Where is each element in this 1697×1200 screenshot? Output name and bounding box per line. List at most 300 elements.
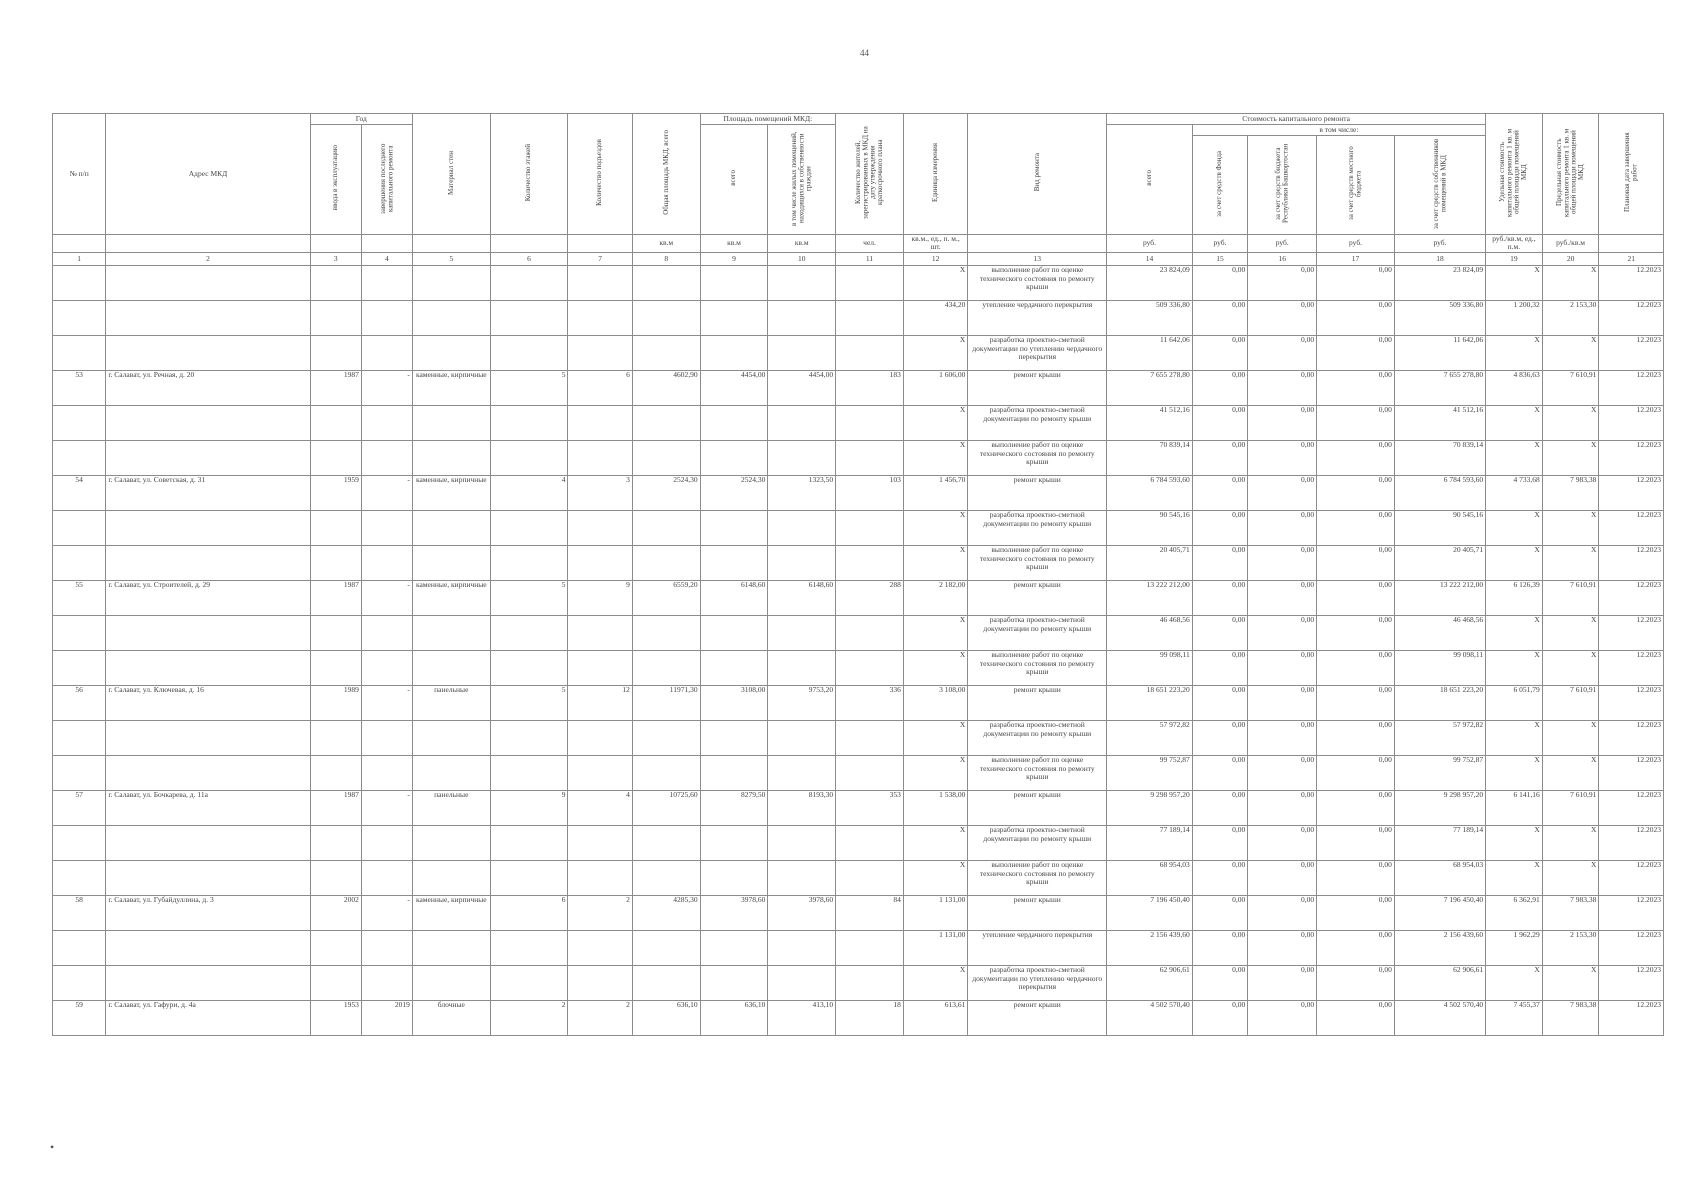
quantity-cell: 1 538,00 [903, 790, 967, 825]
year-commission-cell [310, 860, 361, 895]
capital-repair-table [52, 113, 1664, 1036]
year-commission-cell: 1959 [310, 475, 361, 510]
max-cost-cell: 2 153,30 [1542, 930, 1599, 965]
cost-owners-cell: 90 545,16 [1394, 510, 1485, 545]
table-row [53, 755, 1664, 790]
header-num: № п/п [53, 114, 106, 235]
unit-cell: чел. [836, 234, 904, 252]
entrances-cell [568, 755, 632, 790]
total-area-cell [632, 965, 700, 1000]
table-row [53, 720, 1664, 755]
max-cost-cell: 7 983,38 [1542, 895, 1599, 930]
total-area-cell [632, 510, 700, 545]
row-number-cell: 56 [53, 685, 106, 720]
work-type-cell: выполнение работ по оценке технического состояния по ремонту крыши [968, 545, 1107, 580]
wall-material-cell: каменные, кирпичные [412, 895, 490, 930]
area-residential-cell [768, 930, 836, 965]
row-number-cell [53, 615, 106, 650]
cost-total-cell: 2 156 439,60 [1107, 930, 1193, 965]
cost-fund-cell: 0,00 [1192, 755, 1248, 790]
residents-cell: 353 [836, 790, 904, 825]
area-residential-cell: 413,10 [768, 1000, 836, 1035]
cost-local-cell: 0,00 [1317, 720, 1395, 755]
work-type-cell: выполнение работ по оценке технического состояния по ремонту крыши [968, 440, 1107, 475]
unit-cost-cell: 4 836,63 [1486, 370, 1543, 405]
cost-owners-cell: 57 972,82 [1394, 720, 1485, 755]
address-cell [106, 965, 310, 1000]
column-number-cell: 18 [1394, 252, 1485, 265]
row-number-cell: 58 [53, 895, 106, 930]
address-cell: г. Салават, ул. Гафури, д. 4а [106, 1000, 310, 1035]
year-last-repair-cell [361, 965, 412, 1000]
cost-owners-cell: 7 655 278,80 [1394, 370, 1485, 405]
year-last-repair-cell [361, 300, 412, 335]
cost-fund-cell: 0,00 [1192, 475, 1248, 510]
year-commission-cell [310, 335, 361, 370]
area-residential-cell [768, 545, 836, 580]
residents-cell: 288 [836, 580, 904, 615]
work-type-cell: ремонт крыши [968, 580, 1107, 615]
unit-cost-cell: 7 455,37 [1486, 1000, 1543, 1035]
deadline-cell: 12.2023 [1599, 1000, 1664, 1035]
area-all-cell [700, 440, 768, 475]
quantity-cell: 1 131,00 [903, 895, 967, 930]
unit-cell: кв.м., ед., п. м., шт. [903, 234, 967, 252]
floors-cell [490, 965, 568, 1000]
deadline-cell: 12.2023 [1599, 405, 1664, 440]
deadline-cell: 12.2023 [1599, 860, 1664, 895]
floors-cell: 5 [490, 685, 568, 720]
cost-total-cell: 18 651 223,20 [1107, 685, 1193, 720]
cost-total-cell: 77 189,14 [1107, 825, 1193, 860]
quantity-cell: 1 606,00 [903, 370, 967, 405]
table-row [53, 650, 1664, 685]
cost-owners-cell: 509 336,80 [1394, 300, 1485, 335]
cost-total-cell: 509 336,80 [1107, 300, 1193, 335]
entrances-cell: 4 [568, 790, 632, 825]
unit-cost-cell: 6 362,91 [1486, 895, 1543, 930]
table-row [53, 790, 1664, 825]
cost-local-cell: 0,00 [1317, 370, 1395, 405]
unit-cost-cell: X [1486, 965, 1543, 1000]
wall-material-cell [412, 335, 490, 370]
year-last-repair-cell [361, 930, 412, 965]
unit-cell [968, 234, 1107, 252]
residents-cell [836, 965, 904, 1000]
total-area-cell [632, 545, 700, 580]
header-residents: Количество жителей, зарегистрированных в МКД на дату утверждения краткосрочного плана [836, 114, 904, 235]
entrances-cell: 3 [568, 475, 632, 510]
quantity-cell: X [903, 335, 967, 370]
margin-mark: • [50, 1140, 55, 1154]
address-cell: г. Салават, ул. Бочкарева, д. 11а [106, 790, 310, 825]
cost-fund-cell: 0,00 [1192, 685, 1248, 720]
area-residential-cell: 6148,60 [768, 580, 836, 615]
year-commission-cell: 1989 [310, 685, 361, 720]
header-unit-cost: Удельная стоимость капитального ремонта 1 кв. м общей площади помещений МКД [1486, 114, 1543, 235]
residents-cell: 84 [836, 895, 904, 930]
address-cell [106, 300, 310, 335]
year-commission-cell: 1987 [310, 580, 361, 615]
entrances-cell: 9 [568, 580, 632, 615]
area-all-cell [700, 545, 768, 580]
cost-total-cell: 90 545,16 [1107, 510, 1193, 545]
unit-cost-cell: X [1486, 615, 1543, 650]
header-walls: Материал стен [412, 114, 490, 235]
residents-cell [836, 615, 904, 650]
unit-cell: кв.м [632, 234, 700, 252]
cost-local-cell: 0,00 [1317, 930, 1395, 965]
total-area-cell: 11971,30 [632, 685, 700, 720]
deadline-cell: 12.2023 [1599, 755, 1664, 790]
residents-cell [836, 720, 904, 755]
year-last-repair-cell: - [361, 790, 412, 825]
cost-total-cell: 20 405,71 [1107, 545, 1193, 580]
area-all-cell: 4454,00 [700, 370, 768, 405]
wall-material-cell [412, 510, 490, 545]
floors-cell: 6 [490, 895, 568, 930]
table-row [53, 335, 1664, 370]
entrances-cell [568, 720, 632, 755]
year-last-repair-cell [361, 720, 412, 755]
unit-cell: руб. [1317, 234, 1395, 252]
area-residential-cell [768, 825, 836, 860]
column-numbers-row [53, 252, 1664, 265]
work-type-cell: ремонт крыши [968, 895, 1107, 930]
total-area-cell: 4602,90 [632, 370, 700, 405]
header-cost-budget: за счет средств бюджета Республики Башкортостан [1248, 136, 1317, 235]
year-commission-cell [310, 965, 361, 1000]
year-commission-cell [310, 545, 361, 580]
unit-cost-cell: 6 126,39 [1486, 580, 1543, 615]
cost-owners-cell: 2 156 439,60 [1394, 930, 1485, 965]
header-cost-owners: за счет средств собственников помещений в МКД [1394, 136, 1485, 235]
residents-cell: 103 [836, 475, 904, 510]
entrances-cell: 6 [568, 370, 632, 405]
area-residential-cell [768, 300, 836, 335]
column-number-cell: 8 [632, 252, 700, 265]
year-commission-cell [310, 615, 361, 650]
work-type-cell: разработка проектно-сметной документации по утеплению чердачного перекрытия [968, 965, 1107, 1000]
cost-fund-cell: 0,00 [1192, 545, 1248, 580]
header-year-group: Год [310, 114, 412, 125]
year-commission-cell [310, 755, 361, 790]
total-area-cell [632, 755, 700, 790]
floors-cell [490, 335, 568, 370]
unit-cell: кв.м [700, 234, 768, 252]
page-number: 44 [860, 48, 869, 58]
work-type-cell: выполнение работ по оценке технического состояния по ремонту крыши [968, 650, 1107, 685]
column-number-cell: 15 [1192, 252, 1248, 265]
work-type-cell: ремонт крыши [968, 685, 1107, 720]
cost-total-cell: 70 839,14 [1107, 440, 1193, 475]
area-residential-cell [768, 720, 836, 755]
table-row [53, 265, 1664, 300]
quantity-cell: 613,61 [903, 1000, 967, 1035]
unit-cell [53, 234, 106, 252]
cost-fund-cell: 0,00 [1192, 370, 1248, 405]
address-cell: г. Салават, ул. Советская, д. 31 [106, 475, 310, 510]
cost-budget-cell: 0,00 [1248, 510, 1317, 545]
cost-fund-cell: 0,00 [1192, 650, 1248, 685]
header-year-last-repair: завершения последнего капитального ремонта [361, 125, 412, 235]
header-unit: Единица измерения [903, 114, 967, 235]
cost-owners-cell: 4 502 570,40 [1394, 1000, 1485, 1035]
entrances-cell [568, 440, 632, 475]
cost-total-cell: 41 512,16 [1107, 405, 1193, 440]
max-cost-cell: X [1542, 510, 1599, 545]
cost-local-cell: 0,00 [1317, 895, 1395, 930]
cost-total-cell: 13 222 212,00 [1107, 580, 1193, 615]
max-cost-cell: 7 610,91 [1542, 370, 1599, 405]
floors-cell [490, 930, 568, 965]
wall-material-cell [412, 860, 490, 895]
year-last-repair-cell: - [361, 685, 412, 720]
total-area-cell [632, 335, 700, 370]
total-area-cell: 10725,60 [632, 790, 700, 825]
cost-total-cell: 46 468,56 [1107, 615, 1193, 650]
column-number-cell: 6 [490, 252, 568, 265]
column-number-cell: 3 [310, 252, 361, 265]
area-residential-cell [768, 650, 836, 685]
column-number-cell: 16 [1248, 252, 1317, 265]
cost-owners-cell: 41 512,16 [1394, 405, 1485, 440]
address-cell [106, 825, 310, 860]
cost-budget-cell: 0,00 [1248, 895, 1317, 930]
header-cost-group: Стоимость капитального ремонта [1107, 114, 1486, 125]
deadline-cell: 12.2023 [1599, 930, 1664, 965]
entrances-cell [568, 825, 632, 860]
row-number-cell [53, 965, 106, 1000]
unit-cell [310, 234, 361, 252]
floors-cell: 5 [490, 370, 568, 405]
unit-cell: руб. [1394, 234, 1485, 252]
address-cell: г. Салават, ул. Ключевая, д. 16 [106, 685, 310, 720]
wall-material-cell [412, 615, 490, 650]
column-number-cell: 10 [768, 252, 836, 265]
cost-fund-cell: 0,00 [1192, 1000, 1248, 1035]
cost-budget-cell: 0,00 [1248, 860, 1317, 895]
area-residential-cell [768, 755, 836, 790]
header-cost-total: всего [1107, 125, 1193, 235]
unit-cost-cell: X [1486, 860, 1543, 895]
area-residential-cell: 8193,30 [768, 790, 836, 825]
cost-budget-cell: 0,00 [1248, 685, 1317, 720]
unit-cost-cell: 6 141,16 [1486, 790, 1543, 825]
area-all-cell [700, 265, 768, 300]
deadline-cell: 12.2023 [1599, 335, 1664, 370]
cost-owners-cell: 9 298 957,20 [1394, 790, 1485, 825]
year-commission-cell [310, 720, 361, 755]
cost-budget-cell: 0,00 [1248, 475, 1317, 510]
header-area-group: Площадь помещений МКД: [700, 114, 836, 125]
floors-cell: 4 [490, 475, 568, 510]
table-row [53, 895, 1664, 930]
residents-cell [836, 510, 904, 545]
row-number-cell [53, 755, 106, 790]
cost-local-cell: 0,00 [1317, 650, 1395, 685]
address-cell [106, 265, 310, 300]
address-cell [106, 545, 310, 580]
unit-cost-cell: 1 962,29 [1486, 930, 1543, 965]
entrances-cell: 2 [568, 895, 632, 930]
max-cost-cell: X [1542, 405, 1599, 440]
cost-fund-cell: 0,00 [1192, 335, 1248, 370]
header-total-area: Общая площадь МКД, всего [632, 114, 700, 235]
unit-cell [490, 234, 568, 252]
residents-cell [836, 860, 904, 895]
unit-cost-cell: 1 200,32 [1486, 300, 1543, 335]
work-type-cell: разработка проектно-сметной документации по ремонту крыши [968, 405, 1107, 440]
entrances-cell [568, 335, 632, 370]
area-all-cell [700, 335, 768, 370]
year-last-repair-cell [361, 615, 412, 650]
area-all-cell: 8279,50 [700, 790, 768, 825]
residents-cell [836, 405, 904, 440]
address-cell [106, 720, 310, 755]
table-row [53, 825, 1664, 860]
cost-budget-cell: 0,00 [1248, 965, 1317, 1000]
table-row [53, 580, 1664, 615]
unit-cell: руб./кв.м [1542, 234, 1599, 252]
header-floors: Количество этажей [490, 114, 568, 235]
total-area-cell [632, 440, 700, 475]
row-number-cell [53, 335, 106, 370]
unit-cost-cell: X [1486, 825, 1543, 860]
cost-owners-cell: 68 954,03 [1394, 860, 1485, 895]
cost-local-cell: 0,00 [1317, 405, 1395, 440]
row-number-cell [53, 650, 106, 685]
year-commission-cell [310, 440, 361, 475]
area-all-cell [700, 860, 768, 895]
quantity-cell: 1 456,70 [903, 475, 967, 510]
entrances-cell [568, 650, 632, 685]
year-last-repair-cell: - [361, 370, 412, 405]
cost-budget-cell: 0,00 [1248, 370, 1317, 405]
cost-total-cell: 7 655 278,80 [1107, 370, 1193, 405]
quantity-cell: X [903, 440, 967, 475]
max-cost-cell: 2 153,30 [1542, 300, 1599, 335]
year-commission-cell [310, 265, 361, 300]
residents-cell [836, 335, 904, 370]
cost-owners-cell: 70 839,14 [1394, 440, 1485, 475]
area-residential-cell [768, 965, 836, 1000]
max-cost-cell: X [1542, 720, 1599, 755]
year-last-repair-cell [361, 335, 412, 370]
header-cost-local: за счет средств местного бюджета [1317, 136, 1395, 235]
unit-cost-cell: X [1486, 755, 1543, 790]
work-type-cell: разработка проектно-сметной документации по ремонту крыши [968, 615, 1107, 650]
cost-fund-cell: 0,00 [1192, 895, 1248, 930]
residents-cell [836, 930, 904, 965]
deadline-cell: 12.2023 [1599, 895, 1664, 930]
cost-local-cell: 0,00 [1317, 790, 1395, 825]
cost-local-cell: 0,00 [1317, 825, 1395, 860]
column-number-cell: 14 [1107, 252, 1193, 265]
total-area-cell [632, 300, 700, 335]
max-cost-cell: X [1542, 860, 1599, 895]
row-number-cell [53, 405, 106, 440]
floors-cell: 5 [490, 580, 568, 615]
unit-cell: руб. [1192, 234, 1248, 252]
area-all-cell [700, 510, 768, 545]
deadline-cell: 12.2023 [1599, 685, 1664, 720]
total-area-cell [632, 405, 700, 440]
unit-cost-cell: X [1486, 405, 1543, 440]
table-row [53, 545, 1664, 580]
year-last-repair-cell [361, 825, 412, 860]
cost-local-cell: 0,00 [1317, 440, 1395, 475]
unit-cell [361, 234, 412, 252]
floors-cell [490, 615, 568, 650]
area-all-cell: 6148,60 [700, 580, 768, 615]
floors-cell: 9 [490, 790, 568, 825]
table-row [53, 475, 1664, 510]
table-row [53, 685, 1664, 720]
total-area-cell [632, 930, 700, 965]
table-row [53, 510, 1664, 545]
cost-owners-cell: 7 196 450,40 [1394, 895, 1485, 930]
cost-budget-cell: 0,00 [1248, 615, 1317, 650]
column-number-cell: 13 [968, 252, 1107, 265]
cost-owners-cell: 62 906,61 [1394, 965, 1485, 1000]
cost-local-cell: 0,00 [1317, 300, 1395, 335]
cost-budget-cell: 0,00 [1248, 335, 1317, 370]
area-all-cell: 636,10 [700, 1000, 768, 1035]
header-cost-fund: за счет средств Фонда [1192, 136, 1248, 235]
wall-material-cell [412, 825, 490, 860]
cost-local-cell: 0,00 [1317, 615, 1395, 650]
column-number-cell: 2 [106, 252, 310, 265]
max-cost-cell: X [1542, 440, 1599, 475]
entrances-cell [568, 300, 632, 335]
cost-owners-cell: 99 098,11 [1394, 650, 1485, 685]
wall-material-cell [412, 265, 490, 300]
cost-budget-cell: 0,00 [1248, 720, 1317, 755]
cost-fund-cell: 0,00 [1192, 265, 1248, 300]
area-all-cell [700, 825, 768, 860]
area-residential-cell [768, 265, 836, 300]
area-residential-cell [768, 615, 836, 650]
area-all-cell: 3978,60 [700, 895, 768, 930]
area-residential-cell: 1323,50 [768, 475, 836, 510]
max-cost-cell: X [1542, 265, 1599, 300]
address-cell [106, 440, 310, 475]
area-all-cell: 2524,30 [700, 475, 768, 510]
row-number-cell [53, 720, 106, 755]
cost-budget-cell: 0,00 [1248, 650, 1317, 685]
deadline-cell: 12.2023 [1599, 510, 1664, 545]
deadline-cell: 12.2023 [1599, 650, 1664, 685]
quantity-cell: X [903, 265, 967, 300]
max-cost-cell: X [1542, 615, 1599, 650]
total-area-cell: 636,10 [632, 1000, 700, 1035]
area-all-cell [700, 720, 768, 755]
table-row [53, 405, 1664, 440]
residents-cell [836, 650, 904, 685]
year-commission-cell: 1953 [310, 1000, 361, 1035]
cost-total-cell: 23 824,09 [1107, 265, 1193, 300]
cost-owners-cell: 23 824,09 [1394, 265, 1485, 300]
cost-owners-cell: 11 642,06 [1394, 335, 1485, 370]
row-number-cell: 53 [53, 370, 106, 405]
area-residential-cell: 3978,60 [768, 895, 836, 930]
area-residential-cell: 4454,00 [768, 370, 836, 405]
max-cost-cell: 7 610,91 [1542, 790, 1599, 825]
wall-material-cell: панельные [412, 685, 490, 720]
cost-owners-cell: 46 468,56 [1394, 615, 1485, 650]
max-cost-cell: X [1542, 545, 1599, 580]
